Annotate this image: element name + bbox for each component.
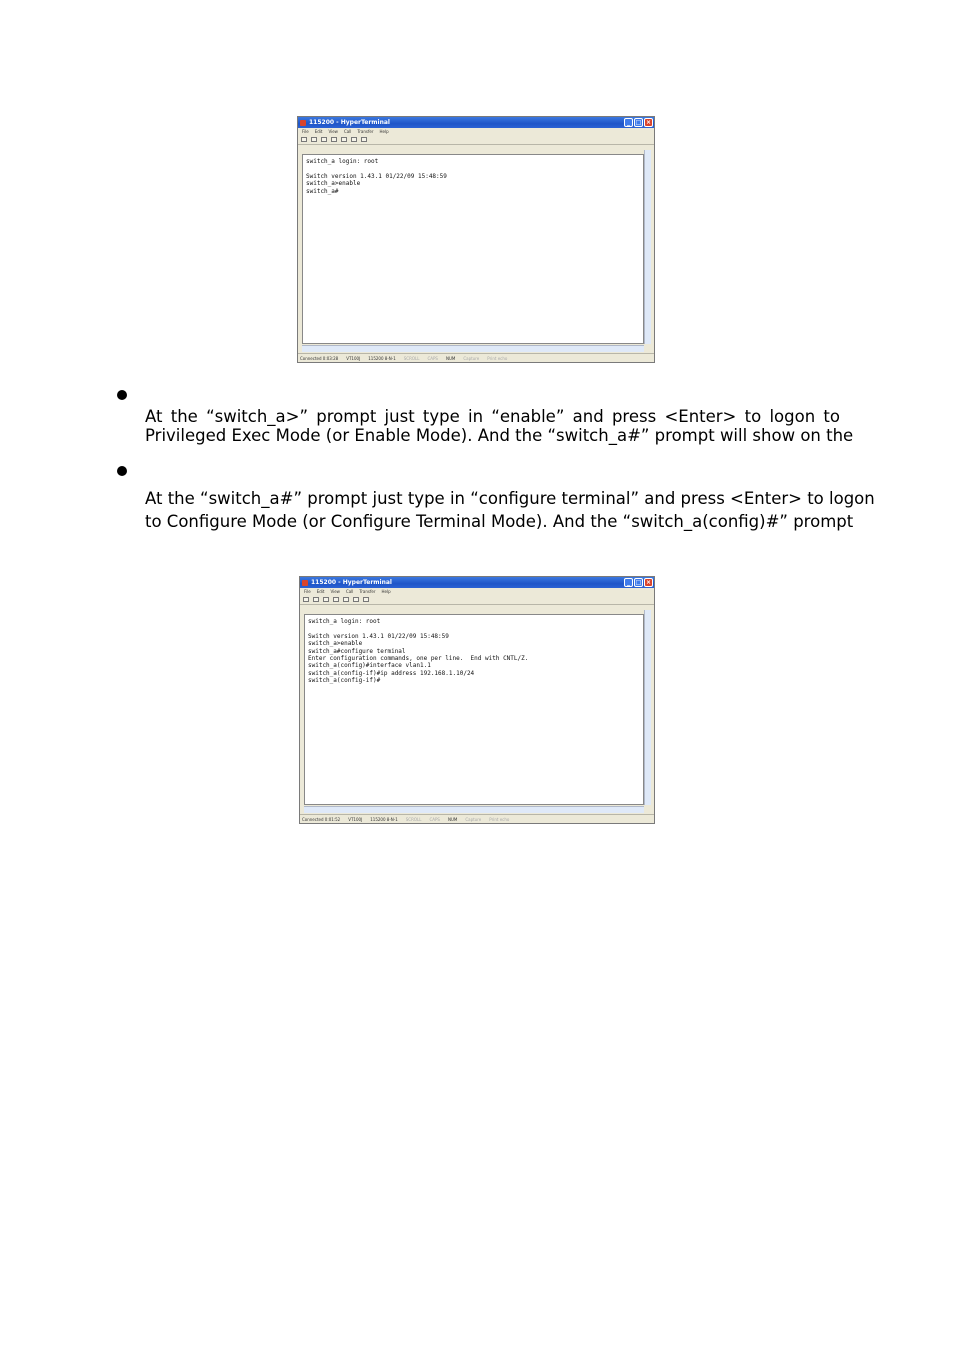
status-emulation: VT100J [348, 816, 363, 822]
horizontal-scrollbar[interactable] [302, 345, 644, 352]
menu-bar [298, 128, 654, 135]
vertical-scrollbar[interactable] [644, 150, 651, 344]
menu-bar [300, 588, 654, 595]
menu-transfer[interactable]: Transfer [357, 129, 374, 134]
terminal-line: Switch version 1.43.1 01/22/09 15:48:59 [308, 632, 449, 640]
menu-file[interactable]: File [302, 129, 309, 134]
window-title: 115200 - HyperTerminal [309, 119, 390, 126]
menu-edit[interactable]: Edit [316, 589, 325, 594]
menu-help[interactable]: Help [381, 589, 391, 594]
menu-view[interactable]: View [328, 129, 338, 134]
new-icon[interactable] [303, 597, 309, 602]
open-icon[interactable] [311, 137, 317, 142]
bullet-2-paragraph [145, 487, 875, 533]
menu-help[interactable]: Help [379, 129, 389, 134]
terminal-line: Switch version 1.43.1 01/22/09 15:48:59 [306, 172, 447, 180]
vertical-scrollbar[interactable] [644, 610, 651, 805]
status-num: NUM [447, 816, 458, 822]
status-caps: CAPS [427, 355, 438, 361]
terminal-line [308, 625, 640, 632]
horizontal-scrollbar[interactable] [304, 806, 644, 813]
bullet-icon [117, 390, 127, 400]
status-capture: Capture [463, 355, 480, 361]
paragraph-line: At the “switch_a#” prompt just type in “configure terminal” and press <Enter> to logon [145, 489, 875, 508]
app-icon [302, 580, 308, 586]
terminal-line: switch_a>enable [308, 640, 363, 648]
menu-view[interactable]: View [330, 589, 340, 594]
window-titlebar [300, 577, 654, 588]
call-icon[interactable] [321, 137, 327, 142]
new-icon[interactable] [301, 137, 307, 142]
status-caps: CAPS [429, 816, 440, 822]
send-icon[interactable] [343, 597, 349, 602]
status-scroll: SCROLL [403, 355, 420, 361]
paragraph-line: Privileged Exec Mode (or Enable Mode). And the “switch_a#” prompt will show on the [145, 426, 854, 445]
menu-transfer[interactable]: Transfer [359, 589, 376, 594]
status-connected: Connected 0:03:28 [300, 355, 339, 361]
receive-icon[interactable] [353, 597, 359, 602]
terminal-line [306, 165, 640, 172]
status-port-settings: 115200 8-N-1 [370, 816, 398, 822]
minimize-icon[interactable]: _ [624, 578, 633, 587]
app-icon [300, 120, 306, 126]
toolbar [298, 135, 654, 145]
menu-call[interactable]: Call [343, 129, 352, 134]
menu-call[interactable]: Call [345, 589, 354, 594]
close-icon[interactable]: × [645, 119, 652, 126]
terminal-line: Enter configuration commands, one per line. End with CNTL/Z. [308, 654, 529, 662]
disconnect-icon[interactable] [331, 137, 337, 142]
terminal-line: switch_a(config-if)# [308, 677, 381, 685]
properties-icon[interactable] [361, 137, 367, 142]
terminal-line: switch_a login: root [308, 618, 381, 625]
call-icon[interactable] [323, 597, 329, 602]
status-bar [300, 814, 654, 823]
maximize-icon[interactable]: □ [635, 579, 642, 586]
disconnect-icon[interactable] [333, 597, 339, 602]
window-titlebar [298, 117, 654, 128]
terminal-line: switch_a(config-if)#ip address 192.168.1.10/24 [308, 669, 475, 677]
terminal-line: switch_a login: root [306, 158, 379, 165]
status-port-settings: 115200 8-N-1 [368, 355, 396, 361]
open-icon[interactable] [313, 597, 319, 602]
status-print-echo: Print echo [487, 355, 508, 361]
window-title: 115200 - HyperTerminal [311, 579, 392, 586]
status-connected: Connected 0:01:52 [302, 816, 341, 822]
bullet-icon [117, 466, 127, 476]
terminal-line: switch_a# [306, 187, 339, 195]
properties-icon[interactable] [363, 597, 369, 602]
terminal-output[interactable] [302, 154, 644, 344]
hyperterminal-screenshot-1 [297, 116, 655, 363]
maximize-icon[interactable]: □ [635, 119, 642, 126]
status-capture: Capture [465, 816, 482, 822]
terminal-line: switch_a(config)#interface vlan1.1 [308, 662, 431, 670]
status-emulation: VT100J [346, 355, 361, 361]
menu-file[interactable]: File [304, 589, 311, 594]
paragraph-line: to Configure Mode (or Configure Terminal Mode). And the “switch_a(config)#” prompt [145, 512, 854, 531]
toolbar [300, 595, 654, 605]
status-num: NUM [445, 355, 456, 361]
close-icon[interactable]: × [645, 579, 652, 586]
status-print-echo: Print echo [489, 816, 510, 822]
hyperterminal-screenshot-2 [299, 576, 655, 824]
terminal-output[interactable] [304, 614, 644, 805]
status-bar [298, 353, 654, 362]
terminal-line: switch_a>enable [306, 180, 361, 188]
bullet-1-paragraph [145, 407, 854, 445]
status-scroll: SCROLL [405, 816, 422, 822]
minimize-icon[interactable]: _ [624, 118, 633, 127]
paragraph-line: At the “switch_a>” prompt just type in “enable” and press <Enter> to logon to [145, 407, 840, 426]
send-icon[interactable] [341, 137, 347, 142]
terminal-line: switch_a#configure terminal [308, 647, 406, 655]
menu-edit[interactable]: Edit [314, 129, 323, 134]
receive-icon[interactable] [351, 137, 357, 142]
